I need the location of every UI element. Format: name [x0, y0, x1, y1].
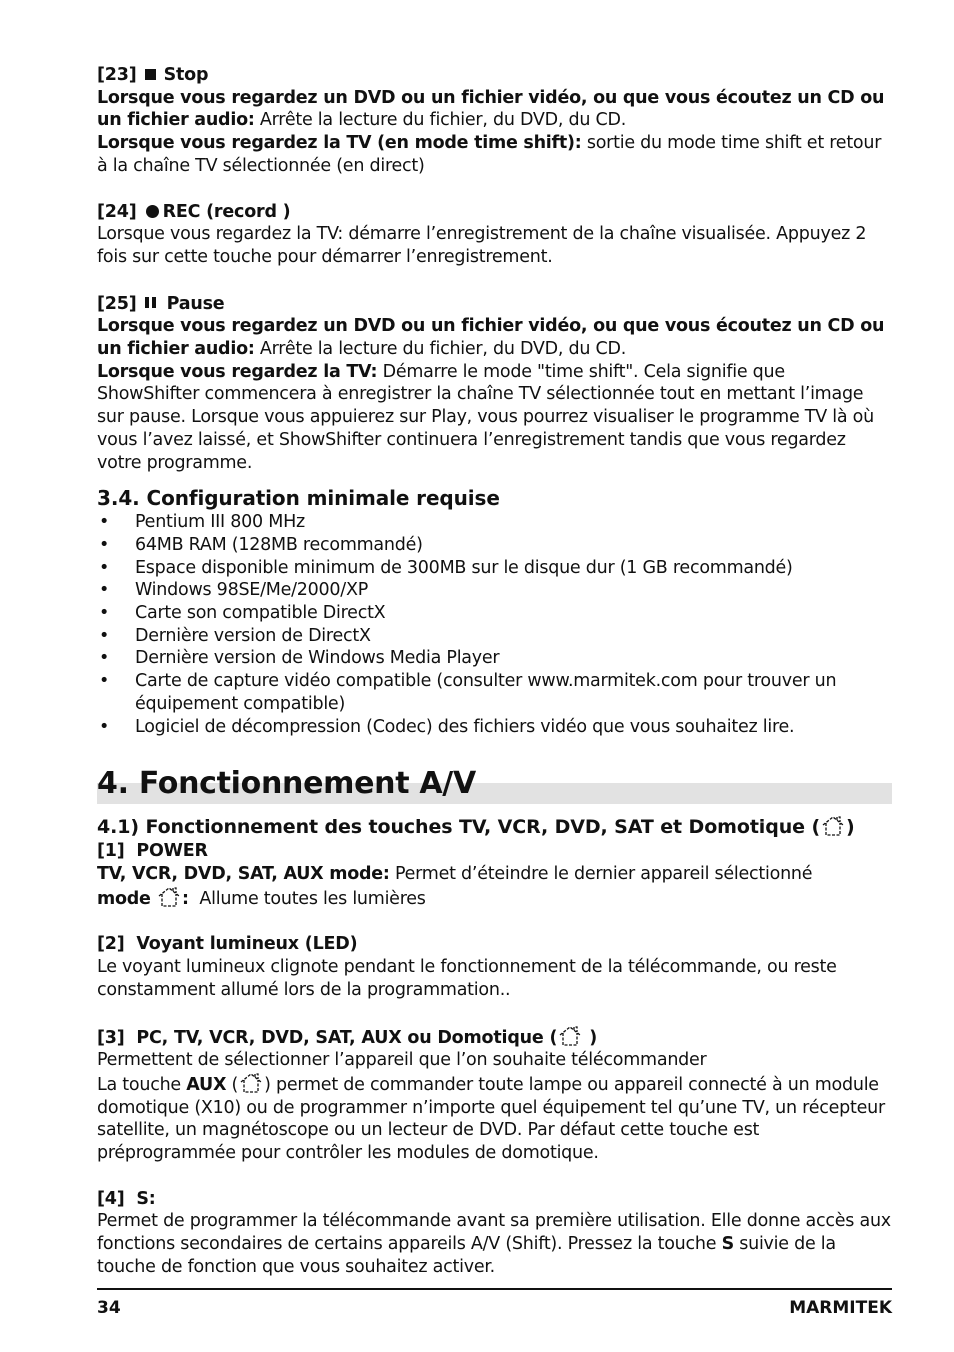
footer-rule — [97, 1288, 892, 1290]
bold-colon: : — [181, 888, 189, 909]
bold-lead: Lorsque vous regardez un DVD ou un fichier vidéo, ou que vous écoutez un CD ou un fichier audio: — [97, 87, 885, 131]
body-text: Permet de programmer la télécommande avant sa première utilisation. Elle donne accès aux fonctions secondaires de certains appareils A/V (Shift). Pressez la touche — [97, 1211, 891, 1255]
key-1-line-1 — [97, 863, 892, 886]
key-number: [23] — [97, 65, 137, 85]
record-icon — [146, 205, 159, 218]
list-item — [97, 534, 892, 557]
body-text: Arrête la lecture du fichier, du DVD, du CD. — [254, 110, 627, 131]
brand-name: MARMITEK — [789, 1298, 892, 1318]
list-item — [97, 716, 892, 739]
key-2-heading — [97, 933, 892, 956]
bullet: • — [99, 557, 110, 578]
bullet: • — [99, 625, 110, 646]
house-icon — [820, 815, 846, 837]
key-title: Stop — [163, 65, 209, 85]
house-icon — [557, 1025, 583, 1047]
chapter-heading — [97, 768, 892, 808]
key-3-line-1: Permettent de sélectionner l’appareil que l’on souhaite télécommander — [97, 1050, 707, 1071]
list-item — [97, 511, 892, 534]
section-heading-requirements: 3.4. Configuration minimale requise — [97, 486, 500, 511]
body-text: Démarre le mode "time shift". Cela signifie que ShowShifter commencera à enregistrer la chaîne TV sélectionnée tout en mettant l’image sur pause. Lorsque vous appuierez sur Play, vous pourrez visualiser le programme TV là où vous l’avez laissé, et ShowShifter continuera l’enregistrement tandis que vous regardez votre programme. — [97, 361, 874, 473]
item-text: 64MB RAM (128MB recommandé) — [135, 534, 423, 555]
key-3-line-2 — [97, 1072, 892, 1165]
key-title: Pause — [166, 293, 225, 314]
key-3-heading — [97, 1025, 892, 1050]
bold-lead: mode — [97, 888, 151, 909]
key-24-text: Lorsque vous regardez la TV: démarre l’enregistrement de la chaîne visualisée. Appuyez 2 fois sur cette touche pour démarrer l’enregistrement. — [97, 224, 867, 267]
body-text: Allume toutes les lumières — [199, 888, 426, 909]
bold-lead: Lorsque vous regardez la TV: — [97, 361, 378, 382]
requirements-list — [97, 511, 892, 738]
key-title: REC (record ) — [162, 201, 291, 222]
bullet: • — [99, 671, 110, 692]
item-text: Logiciel de décompression (Codec) des fichiers vidéo que vous souhaitez lire. — [135, 716, 795, 737]
item-text: Espace disponible minimum de 300MB sur le disque dur (1 GB recommandé) — [135, 557, 793, 578]
bold-lead: TV, VCR, DVD, SAT, AUX mode: — [97, 863, 390, 884]
bold-key: S — [721, 1234, 734, 1255]
key-1-heading — [97, 840, 892, 863]
list-item — [97, 579, 892, 602]
body-text: Permet d’éteindre le dernier appareil sélectionné — [389, 863, 813, 884]
key-number: [4] — [97, 1188, 125, 1209]
key-23-line-1 — [97, 87, 892, 132]
item-text: Windows 98SE/Me/2000/XP — [135, 580, 368, 601]
key-title-end: ) — [589, 1027, 597, 1048]
key-title: POWER — [136, 841, 208, 862]
heading-text-end: ) — [846, 816, 855, 839]
key-25-line-2 — [97, 361, 892, 475]
pause-icon — [145, 292, 159, 315]
section-heading-4-1 — [97, 814, 892, 840]
bold-lead: Lorsque vous regardez la TV (en mode time shift): — [97, 133, 582, 154]
key-number: [24] — [97, 201, 137, 222]
list-item — [97, 670, 892, 715]
key-23-heading — [97, 64, 892, 87]
key-25-line-1 — [97, 315, 892, 360]
body-text: suivie de la touche de fonction que vous souhaitez activer. — [97, 1234, 836, 1277]
page-content — [97, 64, 892, 1279]
key-number: [25] — [97, 293, 137, 314]
body-text: Arrête la lecture du fichier, du DVD, du CD. — [254, 339, 627, 360]
list-item — [97, 557, 892, 580]
heading-text: 4.1) Fonctionnement des touches TV, VCR, DVD, SAT et Domotique ( — [97, 816, 821, 839]
list-item — [97, 647, 892, 670]
key-24-heading — [97, 201, 892, 224]
key-number: [1] — [97, 841, 125, 862]
key-title: S: — [136, 1188, 156, 1209]
body-text: ) permet de commander toute lampe ou appareil connecté à un module domotique (X10) ou de programmer n’importe quel équipement tel qu’une TV, un récepteur satellite, un magnétoscope ou un lecteur de DVD. Par défaut cette touche est préprogrammée pour contrôler les modules de domotique. — [97, 1074, 885, 1164]
item-text: Dernière version de DirectX — [135, 625, 371, 646]
key-1-line-2 — [97, 886, 892, 911]
list-item — [97, 602, 892, 625]
page-number: 34 — [97, 1298, 121, 1318]
key-title: PC, TV, VCR, DVD, SAT, AUX ou Domotique ( — [136, 1027, 558, 1048]
list-item — [97, 625, 892, 648]
item-text: Dernière version de Windows Media Player — [135, 648, 500, 669]
key-number: [3] — [97, 1027, 125, 1048]
house-icon — [156, 886, 182, 908]
key-25-heading — [97, 292, 892, 316]
stop-icon — [145, 69, 156, 80]
key-23-line-2 — [97, 132, 892, 177]
item-text: Carte de capture vidéo compatible (consulter www.marmitek.com pour trouver un équipement compatible) — [135, 671, 837, 714]
body-text: ( — [226, 1074, 239, 1095]
bullet: • — [99, 603, 110, 624]
key-number: [2] — [97, 934, 125, 955]
key-4-heading — [97, 1188, 892, 1211]
bullet: • — [99, 716, 110, 737]
item-text: Pentium III 800 MHz — [135, 512, 305, 533]
item-text: Carte son compatible DirectX — [135, 603, 386, 624]
bullet: • — [99, 534, 110, 555]
bullet: • — [99, 648, 110, 669]
house-icon — [238, 1072, 264, 1094]
key-2-text: Le voyant lumineux clignote pendant le fonctionnement de la télécommande, ou reste constamment allumé lors de la programmation.. — [97, 957, 837, 1000]
bullet: • — [99, 580, 110, 601]
bullet: • — [99, 512, 110, 533]
bold-lead: AUX — [186, 1074, 227, 1095]
key-title: Voyant lumineux (LED) — [136, 934, 358, 955]
key-4-text — [97, 1210, 892, 1278]
body-text: sortie du mode time shift et retour à la chaîne TV sélectionnée (en direct) — [97, 133, 882, 176]
bold-lead: Lorsque vous regardez un DVD ou un fichier vidéo, ou que vous écoutez un CD ou un fichier audio: — [97, 316, 885, 360]
chapter-title: 4. Fonctionnement A/V — [97, 766, 476, 802]
body-text: La touche — [97, 1074, 187, 1095]
